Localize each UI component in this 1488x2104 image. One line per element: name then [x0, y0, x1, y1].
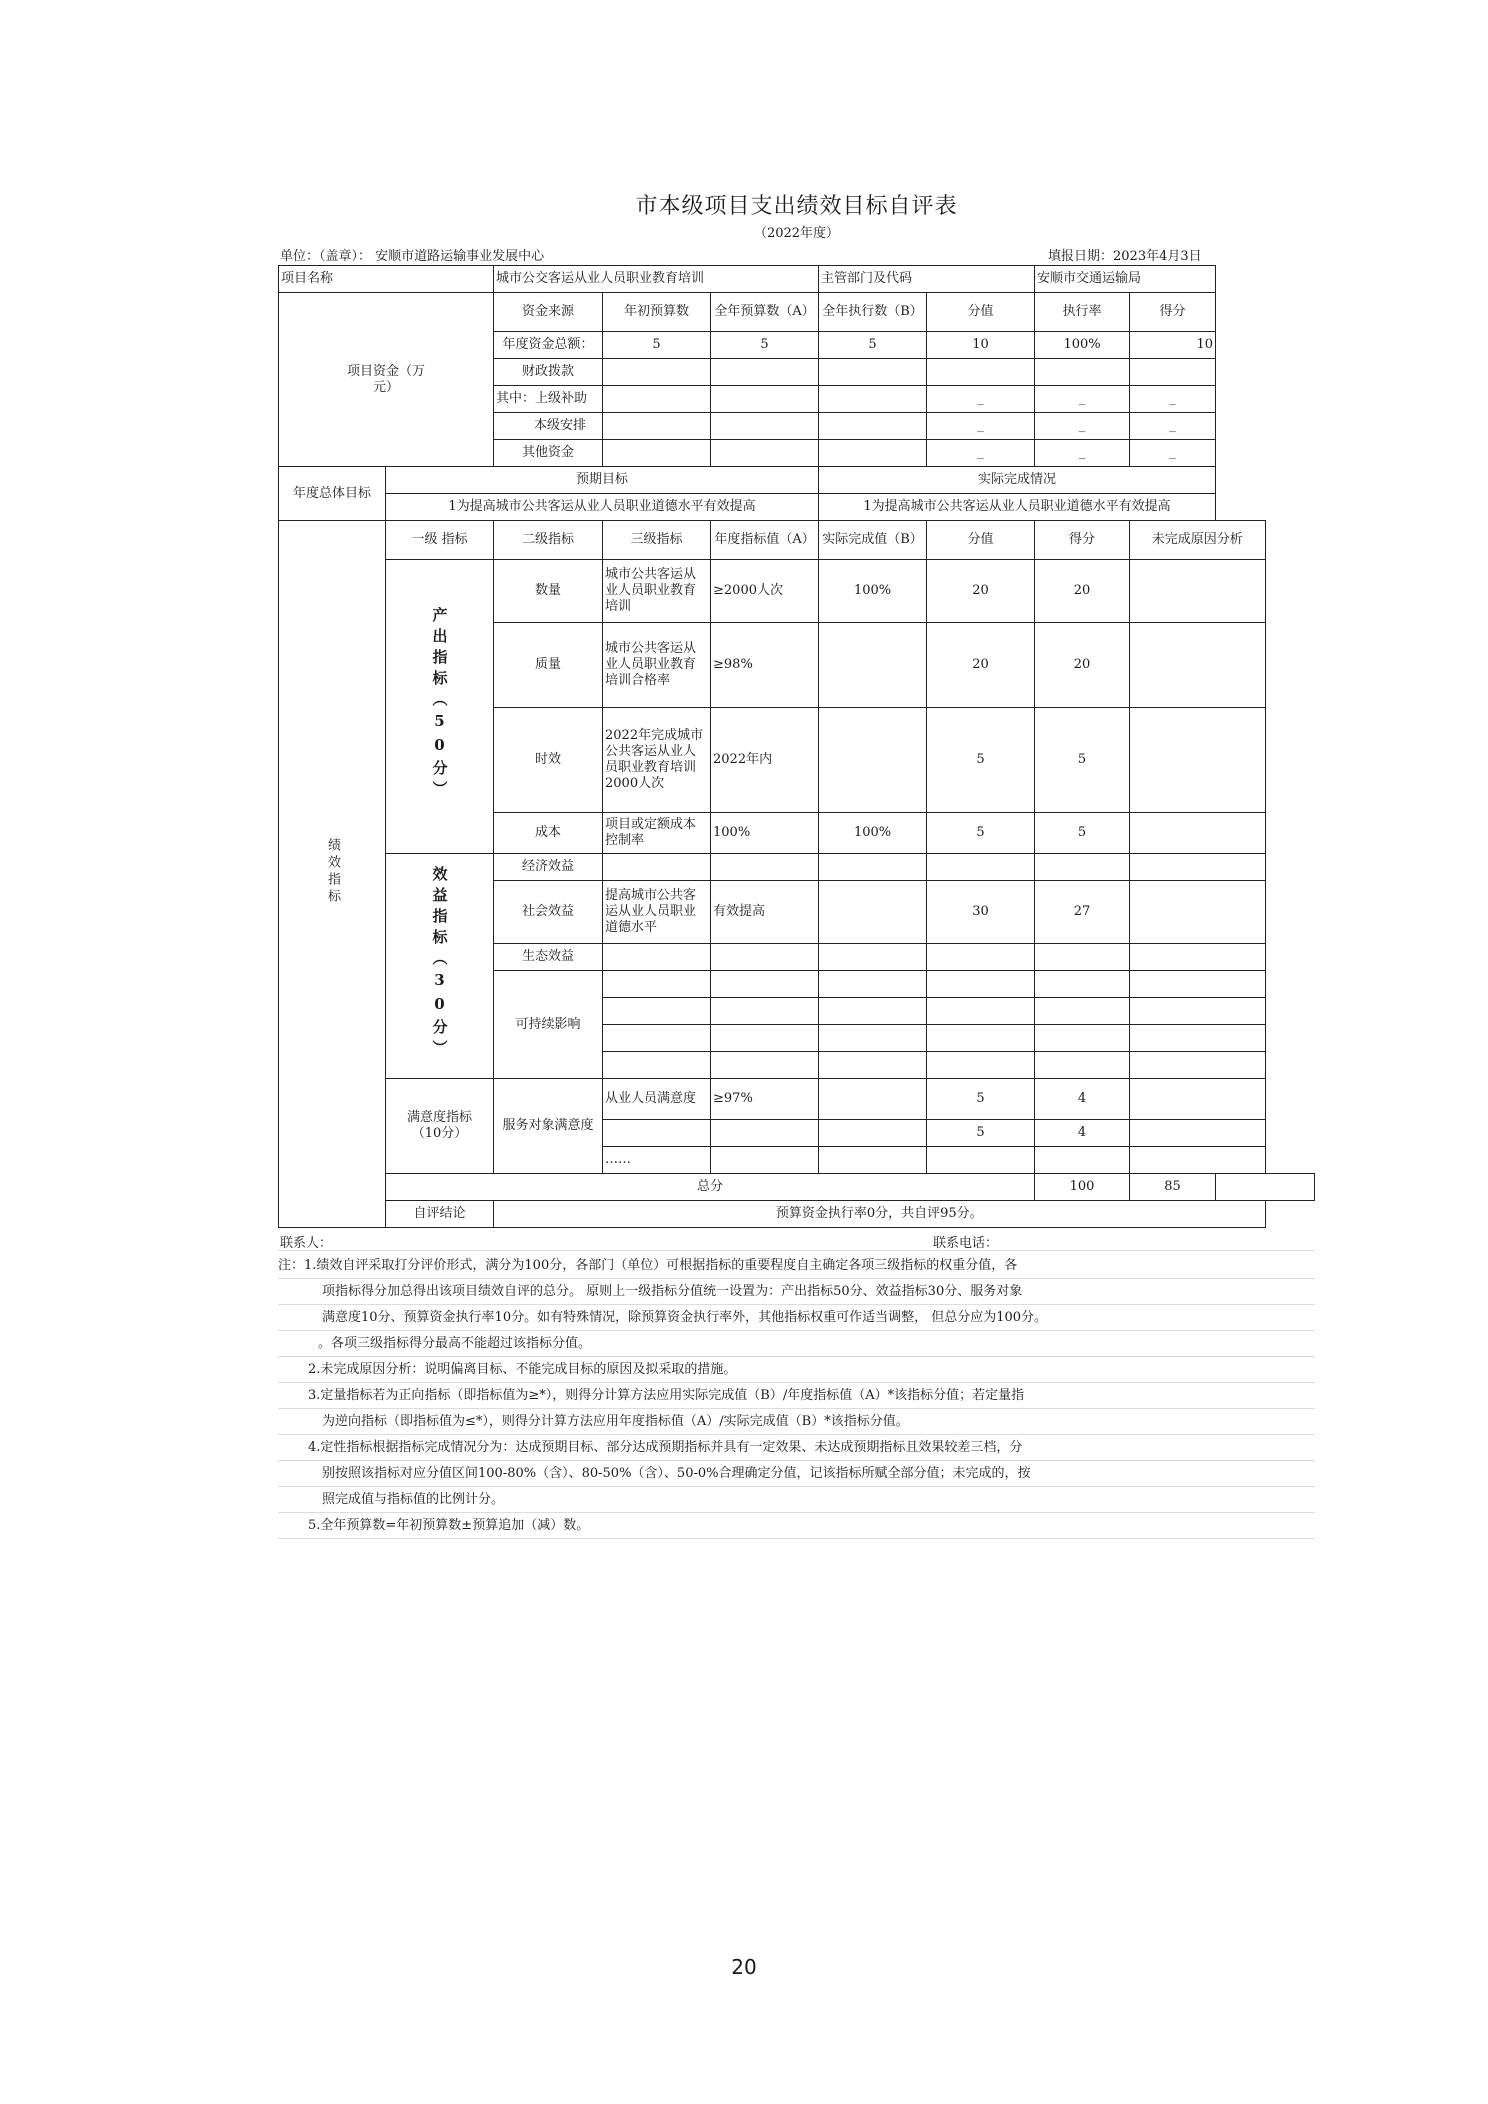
funds-cell: 年度资金总额：	[494, 332, 603, 359]
indicator-score: 5	[927, 708, 1035, 813]
indicator-reason	[1130, 560, 1265, 623]
funds-cell: _	[1130, 440, 1216, 467]
indicator-header: 年度指标值（A）	[711, 521, 819, 560]
indicator-target: 有效提高	[711, 881, 819, 944]
dept-value: 安顺市交通运输局	[1035, 266, 1216, 293]
indicator-score: 20	[927, 623, 1035, 708]
indicator-target	[711, 998, 819, 1025]
project-name-value: 城市公交客运从业人员职业教育培训	[494, 266, 819, 293]
goal-actual-label: 实际完成情况	[819, 467, 1216, 494]
funds-cell: 本级安排	[494, 413, 603, 440]
indicator-actual	[819, 1052, 927, 1079]
funds-cell: 其中：上级补助	[494, 386, 603, 413]
indicator-got	[1035, 998, 1130, 1025]
funds-cell	[819, 359, 927, 386]
indicator-got	[1035, 944, 1130, 971]
funds-cell	[603, 440, 711, 467]
indicator-l3: 项目或定额成本控制率	[603, 813, 711, 854]
indicator-l3: ……	[603, 1147, 711, 1174]
funds-cell: _	[1035, 413, 1130, 440]
indicator-l3: 提高城市公共客运从业人员职业道德水平	[603, 881, 711, 944]
indicator-target	[711, 944, 819, 971]
funds-cell: 5	[819, 332, 927, 359]
indicator-l3	[603, 1120, 711, 1147]
indicator-l3: 从业人员满意度	[603, 1079, 711, 1120]
funds-header: 全年预算数（A）	[711, 293, 819, 332]
goal-expected-label: 预期目标	[386, 467, 819, 494]
satisfaction-label: 满意度指标（10分）	[386, 1079, 494, 1174]
indicator-target: 100%	[711, 813, 819, 854]
note-line: 注：1.绩效自评采取打分评价形式，满分为100分，各部门（单位）可根据指标的重要程度自主确定各项三级指标的权重分值，各	[278, 1253, 1315, 1279]
benefit-row	[279, 854, 1315, 881]
indicator-l2: 经济效益	[494, 854, 603, 881]
indicator-got: 20	[1035, 623, 1130, 708]
indicator-target: ≥98%	[711, 623, 819, 708]
indicator-got	[1035, 1025, 1130, 1052]
note-line: 为逆向指标（即指标值为≤*），则得分计算方法应用年度指标值（A）/实际完成值（B）*该指标分值。	[278, 1409, 1315, 1435]
note-line: 照完成值与指标值的比例计分。	[278, 1487, 1315, 1513]
funds-cell: 5	[711, 332, 819, 359]
indicator-score	[927, 1025, 1035, 1052]
page-title: 市本级项目支出绩效目标自评表	[635, 194, 958, 219]
funds-cell: _	[1035, 440, 1130, 467]
sustain-label: 可持续影响	[494, 971, 603, 1079]
indicator-actual: 100%	[819, 560, 927, 623]
note-line: 3.定量指标若为正向指标（即指标值为≥*），则得分计算方法应用实际完成值（B）/年度指标值（A）*该指标分值；若定量指	[278, 1383, 1315, 1409]
indicator-l3: 2022年完成城市公共客运从业人员职业教育培训2000人次	[603, 708, 711, 813]
indicator-actual	[819, 1025, 927, 1052]
indicator-reason	[1130, 944, 1265, 971]
indicator-actual	[819, 708, 927, 813]
indicator-l3	[603, 854, 711, 881]
indicator-actual	[819, 1147, 927, 1174]
page-subtitle: （2022年度）	[753, 226, 840, 241]
indicator-got	[1035, 1052, 1130, 1079]
indicator-reason	[1130, 998, 1265, 1025]
total-label: 总分	[386, 1174, 1035, 1201]
satisfaction-row	[279, 1079, 1315, 1120]
funds-cell	[819, 413, 927, 440]
indicator-score: 5	[927, 813, 1035, 854]
note-line: 4.定性指标根据指标完成情况分为：达成预期目标、部分达成预期指标并具有一定效果、未达成预期指标且效果较差三档，分	[278, 1435, 1315, 1461]
indicator-target	[711, 1147, 819, 1174]
indicator-actual	[819, 854, 927, 881]
indicator-l2: 成本	[494, 813, 603, 854]
funds-header: 年初预算数	[603, 293, 711, 332]
indicator-reason	[1130, 1025, 1265, 1052]
total-row	[279, 1174, 1315, 1201]
funds-cell	[819, 386, 927, 413]
indicator-l3	[603, 971, 711, 998]
indicator-actual	[819, 998, 927, 1025]
note-line: 项指标得分加总得出该项目绩效自评的总分。 原则上一级指标分值统一设置为：产出指标50分、效益指标30分、服务对象	[278, 1279, 1315, 1305]
indicator-header: 未完成原因分析	[1130, 521, 1265, 560]
indicator-got	[1035, 1147, 1130, 1174]
funds-header: 执行率	[1035, 293, 1130, 332]
indicator-score	[927, 944, 1035, 971]
indicator-got: 4	[1035, 1120, 1130, 1147]
date-label: 填报日期：2023年4月3日	[1048, 249, 1202, 264]
funds-cell	[603, 359, 711, 386]
indicator-reason	[1130, 881, 1265, 944]
conclusion-label: 自评结论	[386, 1201, 494, 1228]
output-label: 产出指标（50分）	[386, 560, 494, 854]
indicator-score: 5	[927, 1120, 1035, 1147]
funds-cell	[711, 386, 819, 413]
indicators-side-label: 绩效指标	[279, 521, 386, 1228]
indicator-reason	[1130, 623, 1265, 708]
indicator-target	[711, 1052, 819, 1079]
indicator-target	[711, 854, 819, 881]
indicator-reason	[1130, 971, 1265, 998]
note-line: 。各项三级指标得分最高不能超过该指标分值。	[278, 1331, 1315, 1357]
funds-cell: 其他资金	[494, 440, 603, 467]
indicator-got: 5	[1035, 813, 1130, 854]
funds-cell	[603, 386, 711, 413]
indicator-reason	[1130, 1147, 1265, 1174]
funds-cell: 100%	[1035, 332, 1130, 359]
indicator-l2: 生态效益	[494, 944, 603, 971]
indicator-reason	[1130, 1079, 1265, 1120]
goal-value-row	[279, 494, 1315, 521]
indicator-actual: 100%	[819, 813, 927, 854]
contact-row	[278, 1228, 1315, 1251]
indicator-actual	[819, 1079, 927, 1120]
indicator-l3	[603, 1052, 711, 1079]
indicator-got: 5	[1035, 708, 1130, 813]
indicator-score: 20	[927, 560, 1035, 623]
indicator-l3	[603, 998, 711, 1025]
indicator-reason	[1130, 854, 1265, 881]
page-number: 20	[731, 1955, 757, 1979]
indicator-actual	[819, 881, 927, 944]
indicator-l2: 质量	[494, 623, 603, 708]
unit-label: 单位：（盖章）： 安顺市道路运输事业发展中心	[280, 249, 545, 264]
indicator-l2: 数量	[494, 560, 603, 623]
phone-label: 联系电话：	[933, 1236, 999, 1251]
funds-cell: _	[1130, 386, 1216, 413]
indicator-header: 一级 指标	[386, 521, 494, 560]
indicator-score: 5	[927, 1079, 1035, 1120]
indicator-l3: 城市公共客运从业人员职业教育培训合格率	[603, 623, 711, 708]
indicator-target	[711, 1025, 819, 1052]
funds-label: 项目资金（万元）	[279, 293, 494, 467]
indicator-l2: 社会效益	[494, 881, 603, 944]
indicator-got: 20	[1035, 560, 1130, 623]
indicator-target: ≥2000人次	[711, 560, 819, 623]
funds-cell	[1130, 359, 1216, 386]
funds-header: 得分	[1130, 293, 1216, 332]
total-got: 85	[1130, 1174, 1216, 1201]
funds-cell	[819, 440, 927, 467]
funds-header: 资金来源	[494, 293, 603, 332]
indicator-reason	[1130, 708, 1265, 813]
indicator-l2: 时效	[494, 708, 603, 813]
indicator-target: 2022年内	[711, 708, 819, 813]
indicator-target	[711, 971, 819, 998]
indicator-score	[927, 1147, 1035, 1174]
funds-cell: 10	[1130, 332, 1216, 359]
indicator-actual	[819, 1120, 927, 1147]
note-line: 5.全年预算数=年初预算数±预算追加（减）数。	[278, 1513, 1315, 1539]
conclusion-value: 预算资金执行率0分，共自评95分。	[494, 1201, 1266, 1228]
conclusion-row	[279, 1201, 1315, 1228]
project-name-label: 项目名称	[279, 266, 494, 293]
funds-cell	[711, 413, 819, 440]
indicator-got: 4	[1035, 1079, 1130, 1120]
indicator-target	[711, 1120, 819, 1147]
funds-cell: _	[927, 440, 1035, 467]
indicator-score: 30	[927, 881, 1035, 944]
funds-cell	[711, 359, 819, 386]
total-score: 100	[1035, 1174, 1130, 1201]
goal-expected-value: 1为提高城市公共客运从业人员职业道德水平有效提高	[386, 494, 819, 521]
indicator-reason	[1130, 1052, 1265, 1079]
indicator-score	[927, 971, 1035, 998]
note-line: 2.未完成原因分析：说明偏离目标、不能完成目标的原因及拟采取的措施。	[278, 1357, 1315, 1383]
note-line: 满意度10分、预算资金执行率10分。如有特殊情况，除预算资金执行率外，其他指标权重可作适当调整， 但总分应为100分。	[278, 1305, 1315, 1331]
goal-label: 年度总体目标	[279, 467, 386, 521]
funds-cell	[711, 440, 819, 467]
indicator-l3: 城市公共客运从业人员职业教育培训	[603, 560, 711, 623]
indicator-header-row	[279, 521, 1315, 560]
notes-block	[278, 1253, 1315, 1539]
note-line: 别按照该指标对应分值区间100-80%（含）、80-50%（含）、50-0%合理确定分值，记该指标所赋全部分值；未完成的，按	[278, 1461, 1315, 1487]
indicator-score	[927, 854, 1035, 881]
output-row	[279, 560, 1315, 623]
indicator-got	[1035, 854, 1130, 881]
goal-actual-value: 1为提高城市公共客运从业人员职业道德水平有效提高	[819, 494, 1216, 521]
self-evaluation-sheet	[278, 185, 1315, 1539]
indicator-target: ≥97%	[711, 1079, 819, 1120]
indicator-actual	[819, 971, 927, 998]
indicator-reason	[1130, 1120, 1265, 1147]
indicator-got: 27	[1035, 881, 1130, 944]
funds-cell: _	[1035, 386, 1130, 413]
funds-header-row	[279, 293, 1315, 332]
benefit-label: 效益指标（30分）	[386, 854, 494, 1079]
indicator-header: 分值	[927, 521, 1035, 560]
funds-cell: _	[927, 386, 1035, 413]
funds-cell	[603, 413, 711, 440]
dept-label: 主管部门及代码	[819, 266, 1035, 293]
funds-header: 分值	[927, 293, 1035, 332]
indicator-score	[927, 1052, 1035, 1079]
funds-cell: 5	[603, 332, 711, 359]
funds-cell	[1035, 359, 1130, 386]
indicator-l3	[603, 1025, 711, 1052]
indicator-actual	[819, 944, 927, 971]
indicator-header: 实际完成值（B）	[819, 521, 927, 560]
contact-label: 联系人：	[280, 1236, 333, 1251]
indicator-header: 三级指标	[603, 521, 711, 560]
funds-cell	[927, 359, 1035, 386]
meta-row	[278, 241, 1315, 265]
total-reason	[1216, 1174, 1315, 1201]
project-row	[279, 266, 1315, 293]
goal-header-row	[279, 467, 1315, 494]
funds-cell: 财政拨款	[494, 359, 603, 386]
indicator-header: 得分	[1035, 521, 1130, 560]
satisfaction-l2: 服务对象满意度	[494, 1079, 603, 1174]
indicator-actual	[819, 623, 927, 708]
indicator-score	[927, 998, 1035, 1025]
indicator-reason	[1130, 813, 1265, 854]
indicator-header: 二级指标	[494, 521, 603, 560]
funds-cell: _	[927, 413, 1035, 440]
indicator-l3	[603, 944, 711, 971]
indicator-got	[1035, 971, 1130, 998]
funds-cell: _	[1130, 413, 1216, 440]
funds-cell: 10	[927, 332, 1035, 359]
main-table	[278, 265, 1315, 1228]
funds-header: 全年执行数（B）	[819, 293, 927, 332]
